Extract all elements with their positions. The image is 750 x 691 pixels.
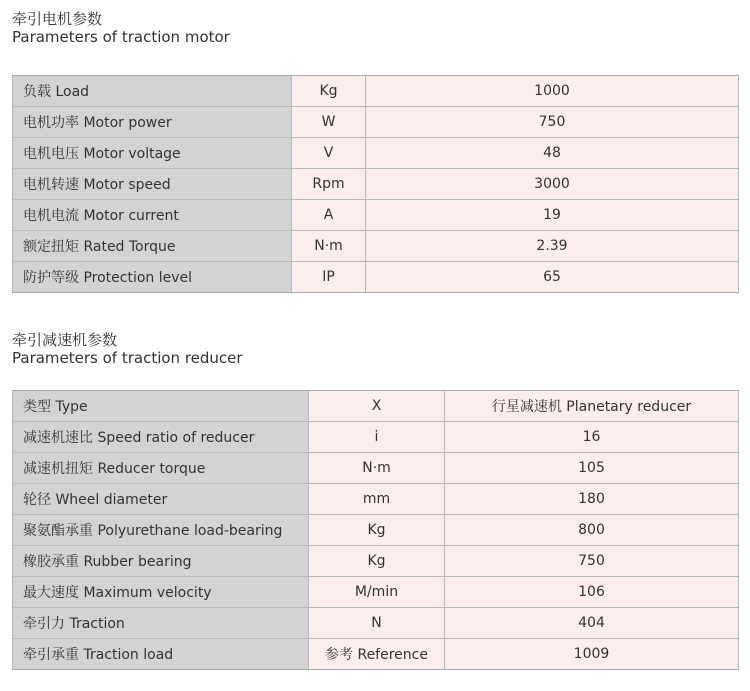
param-label: 牵引力 Traction	[13, 608, 309, 639]
reducer-parameters-table	[12, 390, 739, 670]
param-value: 750	[445, 546, 739, 577]
table-row	[13, 169, 739, 200]
param-label: 橡胶承重 Rubber bearing	[13, 546, 309, 577]
table-row	[13, 608, 739, 639]
param-unit: V	[292, 138, 366, 169]
table-row	[13, 422, 739, 453]
param-value: 2.39	[366, 231, 739, 262]
table-row	[13, 577, 739, 608]
param-unit: Kg	[309, 515, 445, 546]
param-value: 1000	[366, 76, 739, 107]
param-unit: 参考 Reference	[309, 639, 445, 670]
table-row	[13, 76, 739, 107]
param-label: 轮径 Wheel diameter	[13, 484, 309, 515]
param-unit: IP	[292, 262, 366, 293]
param-label: 减速机速比 Speed ratio of reducer	[13, 422, 309, 453]
param-label: 减速机扭矩 Reducer torque	[13, 453, 309, 484]
param-label: 电机转速 Motor speed	[13, 169, 292, 200]
param-label: 聚氨酯承重 Polyurethane load-bearing	[13, 515, 309, 546]
param-label: 电机电流 Motor current	[13, 200, 292, 231]
table-row	[13, 484, 739, 515]
param-unit: W	[292, 107, 366, 138]
param-label: 电机功率 Motor power	[13, 107, 292, 138]
param-unit: mm	[309, 484, 445, 515]
param-label: 防护等级 Protection level	[13, 262, 292, 293]
param-value: 750	[366, 107, 739, 138]
param-unit: A	[292, 200, 366, 231]
param-unit: N·m	[309, 453, 445, 484]
motor-section-title	[12, 10, 230, 46]
reducer-title-cn: 牵引减速机参数	[12, 331, 118, 349]
table-row	[13, 262, 739, 293]
param-unit: Kg	[309, 546, 445, 577]
table-row	[13, 546, 739, 577]
param-value: 行星减速机 Planetary reducer	[445, 391, 739, 422]
param-value: 1009	[445, 639, 739, 670]
table-row	[13, 639, 739, 670]
table-row	[13, 231, 739, 262]
table-row	[13, 515, 739, 546]
param-value: 800	[445, 515, 739, 546]
param-value: 404	[445, 608, 739, 639]
param-unit: Rpm	[292, 169, 366, 200]
param-label: 电机电压 Motor voltage	[13, 138, 292, 169]
param-value: 3000	[366, 169, 739, 200]
motor-parameters-table	[12, 75, 739, 293]
motor-title-cn: 牵引电机参数	[12, 10, 103, 28]
table-row	[13, 453, 739, 484]
param-unit: N	[309, 608, 445, 639]
param-value: 65	[366, 262, 739, 293]
motor-title-en: Parameters of traction motor	[12, 28, 230, 46]
param-value: 16	[445, 422, 739, 453]
reducer-title-en: Parameters of traction reducer	[12, 349, 243, 367]
table-row	[13, 107, 739, 138]
param-value: 48	[366, 138, 739, 169]
param-unit: i	[309, 422, 445, 453]
table-row	[13, 391, 739, 422]
param-value: 106	[445, 577, 739, 608]
param-label: 牵引承重 Traction load	[13, 639, 309, 670]
param-label: 最大速度 Maximum velocity	[13, 577, 309, 608]
param-value: 180	[445, 484, 739, 515]
table-row	[13, 200, 739, 231]
reducer-section-title	[12, 331, 243, 367]
param-value: 105	[445, 453, 739, 484]
param-unit: N·m	[292, 231, 366, 262]
param-label: 负载 Load	[13, 76, 292, 107]
param-unit: X	[309, 391, 445, 422]
param-unit: M/min	[309, 577, 445, 608]
param-label: 类型 Type	[13, 391, 309, 422]
param-label: 额定扭矩 Rated Torque	[13, 231, 292, 262]
param-value: 19	[366, 200, 739, 231]
table-row	[13, 138, 739, 169]
param-unit: Kg	[292, 76, 366, 107]
